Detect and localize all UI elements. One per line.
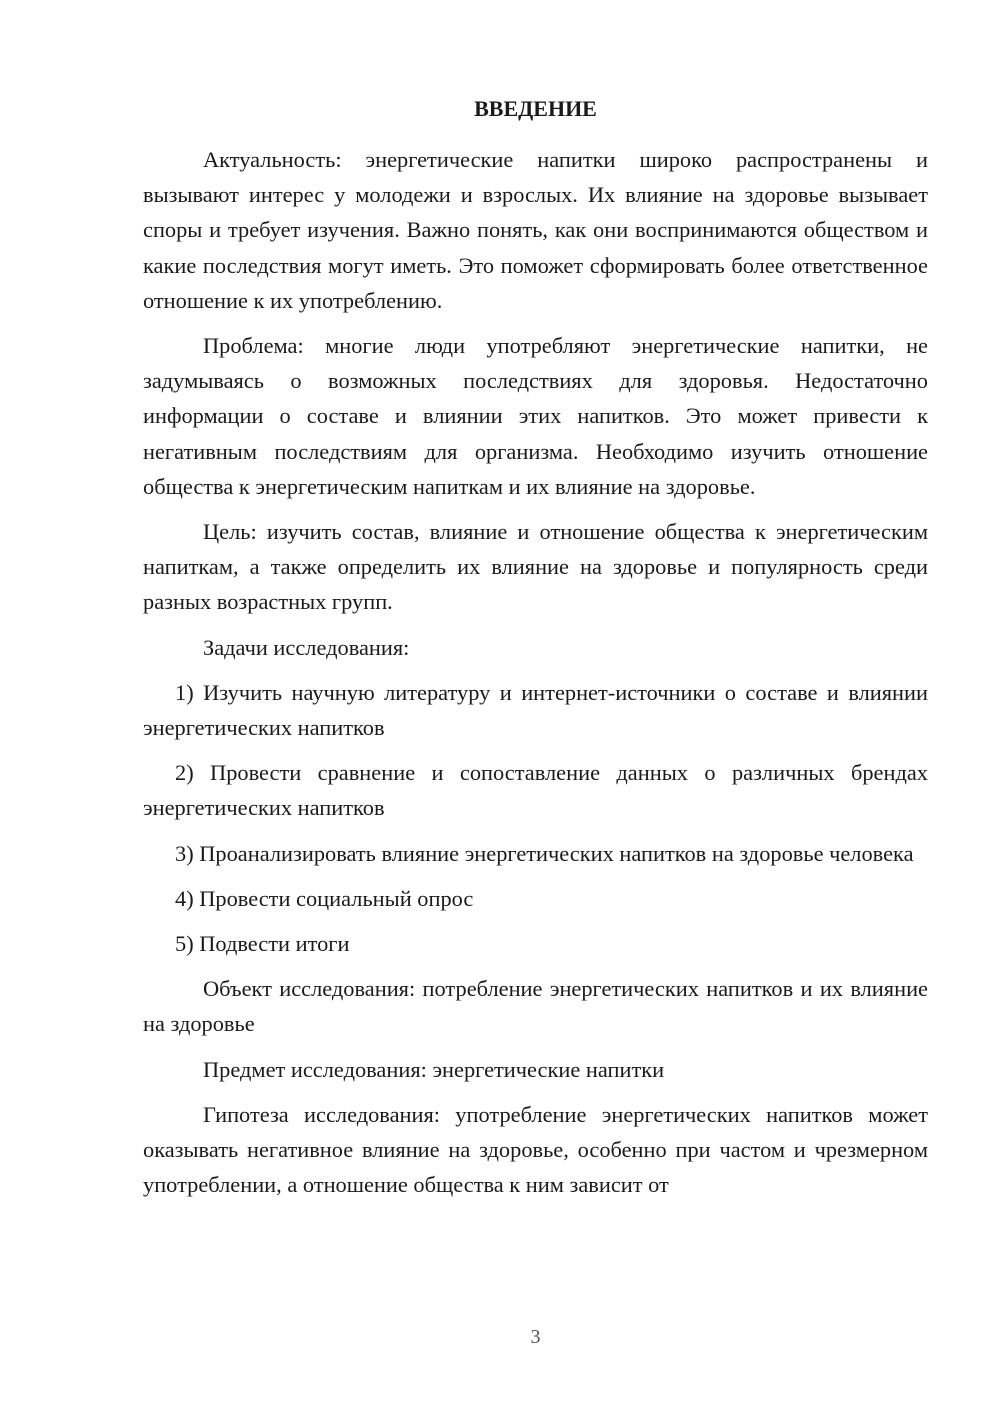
document-body bbox=[143, 142, 928, 1212]
task-item-4: 4) Провести социальный опрос bbox=[175, 885, 474, 911]
paragraph-hypothesis: Гипотеза исследования: употребление энергетических напитков может оказывать негативное влияние на здоровье, особенно при частом и чрезмерном употреблении, а отношение общества к ним зависит от bbox=[143, 1101, 928, 1198]
task-item-2: 2) Провести сравнение и сопоставление данных о различных брендах энергетических напитков bbox=[143, 760, 928, 821]
paragraph-goal: Цель: изучить состав, влияние и отношение общества к энергетическим напиткам, а также определить их влияние на здоровье и популярность среди разных возрастных групп. bbox=[143, 519, 928, 615]
page-title: ВВЕДЕНИЕ bbox=[474, 96, 597, 121]
task-item-3: 3) Проанализировать влияние энергетических напитков на здоровье человека bbox=[175, 840, 914, 866]
paragraph-subject: Предмет исследования: энергетические напитки bbox=[203, 1056, 665, 1082]
tasks-heading: Задачи исследования: bbox=[203, 634, 410, 660]
paragraph-relevance: Актуальность: энергетические напитки широко распространены и вызывают интерес у молодежи и взрослых. Их влияние на здоровье вызывает споры и требует изучения. Важно понять, как они воспринимаются обществом и какие последствия могут иметь. Это поможет сформировать более ответственное отношение к их употреблению. bbox=[143, 147, 928, 313]
paragraph-object: Объект исследования: потребление энергетических напитков и их влияние на здоровье bbox=[143, 976, 928, 1037]
task-item-1: 1) Изучить научную литературу и интернет-источники о составе и влиянии энергетических напитков bbox=[143, 679, 928, 741]
task-item-5: 5) Подвести итоги bbox=[175, 931, 350, 957]
paragraph-problem: Проблема: многие люди употребляют энергетические напитки, не задумываясь о возможных последствиях для здоровья. Недостаточно информации о составе и влиянии этих напитков. Это может привести к негативным последствиям для организма. Необходимо изучить отношение общества к энергетическим напиткам и их влияние на здоровье. bbox=[143, 333, 928, 499]
page-number: 3 bbox=[530, 1326, 541, 1348]
